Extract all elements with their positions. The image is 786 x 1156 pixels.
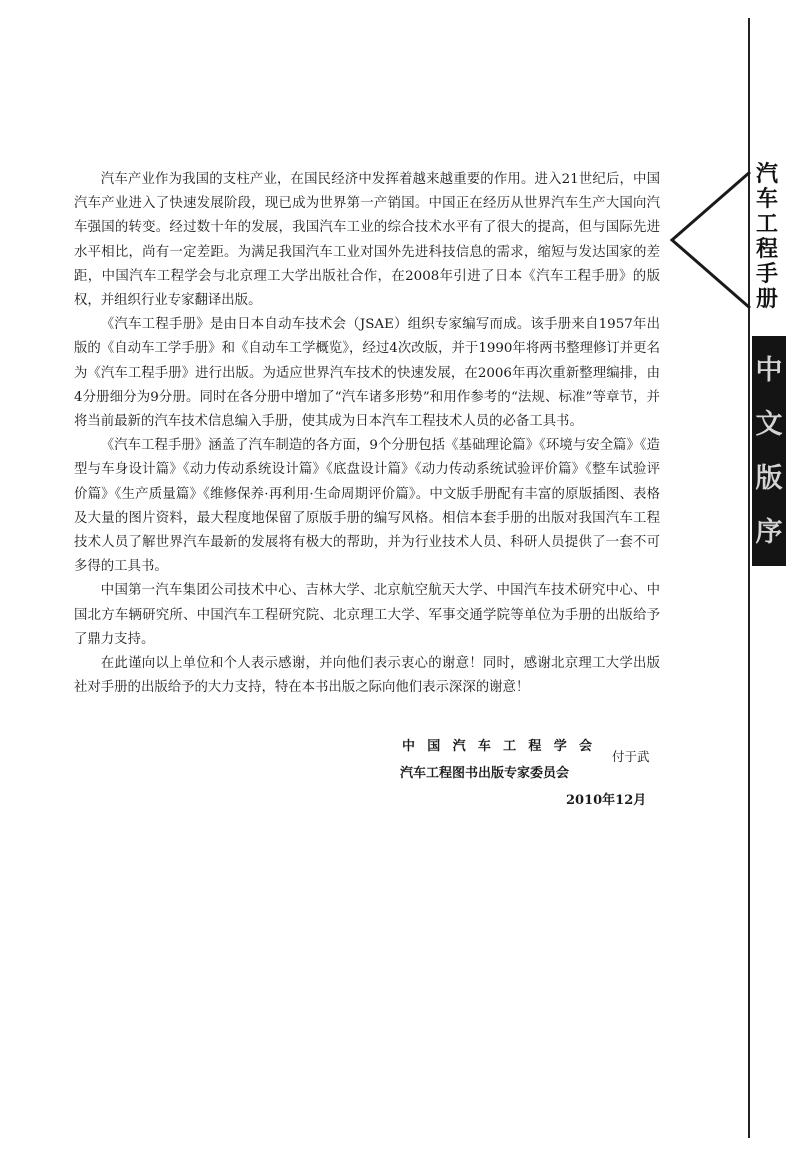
signature-block (0, 735, 786, 815)
signature-organization-1: 中国汽车工程学会 (402, 739, 594, 754)
signature-date: 2010年12月 (566, 793, 647, 808)
preface-paragraph-5: 在此谨向以上单位和个人表示感谢，并向他们表示衷心的谢意！同时，感谢北京理工大学出版社对手册的出版给予的大力支持，特在本书出版之际向他们表示深深的谢意！ (74, 656, 660, 696)
preface-paragraph-2: 《汽车工程手册》是由日本自动车技术会（JSAE）组织专家编写而成。该手册来自1957年出版的《自动车工学手册》和《自动车工学概览》，经过4次改版，并于1990年将两书整理修订并更名为《汽车工程手册》进行出版。为适应世界汽车技术的快速发展，在2006年再次重新整理编排，由4分册细分为9分册。同时在各分册中增加了“汽车诸多形势”和用作参考的“法规、标准”等章节，并将当前最新的汽车技术信息编入手册，使其成为日本汽车工程技术人员的必备工具书。 (74, 317, 660, 430)
section-tab-label: 中文版序 (755, 355, 783, 548)
preface-paragraph-3: 《汽车工程手册》涵盖了汽车制造的各方面，9个分册包括《基础理论篇》《环境与安全篇》《造型与车身设计篇》《动力传动系统设计篇》《底盘设计篇》《动力传动系统试验评价篇》《整车试验评价篇》《生产质量篇》《维修保养·再利用·生命周期评价篇》。中文版手册配有丰富的原版插图、表格及大量的图片资料，最大程度地保留了原版手册的编写风格。相信本套手册的出版对我国汽车工程技术人员了解世界汽车最新的发展将有极大的帮助，并为行业技术人员、科研人员提供了一套不可多得的工具书。 (74, 438, 660, 575)
chevron-left-icon (668, 170, 752, 310)
book-title-vertical: 汽车工程手册 (755, 161, 778, 312)
preface-paragraph-4: 中国第一汽车集团公司技术中心、吉林大学、北京航空航天大学、中国汽车技术研究中心、中国北方车辆研究所、中国汽车工程研究院、北京理工大学、军事交通学院等单位为手册的出版给予了鼎力支持。 (74, 583, 660, 647)
preface-paragraph-1: 汽车产业作为我国的支柱产业，在国民经济中发挥着越来越重要的作用。进入21世纪后，中国汽车产业进入了快速发展阶段，现已成为世界第一产销国。中国正在经历从世界汽车生产大国向汽车强国的转变。经过数十年的发展，我国汽车工业的综合技术水平有了很大的提高，但与国际先进水平相比，尚有一定差距。为满足我国汽车工业对国外先进科技信息的需求，缩短与发达国家的差距，中国汽车工程学会与北京理工大学出版社合作，在2008年引进了日本《汽车工程手册》的版权，并组织行业专家翻译出版。 (74, 172, 660, 309)
section-tab (752, 336, 786, 566)
signature-organization-2: 汽车工程图书出版专家委员会 (400, 766, 570, 781)
preface-body (74, 168, 660, 700)
signature-person: 付于武 (612, 749, 650, 764)
